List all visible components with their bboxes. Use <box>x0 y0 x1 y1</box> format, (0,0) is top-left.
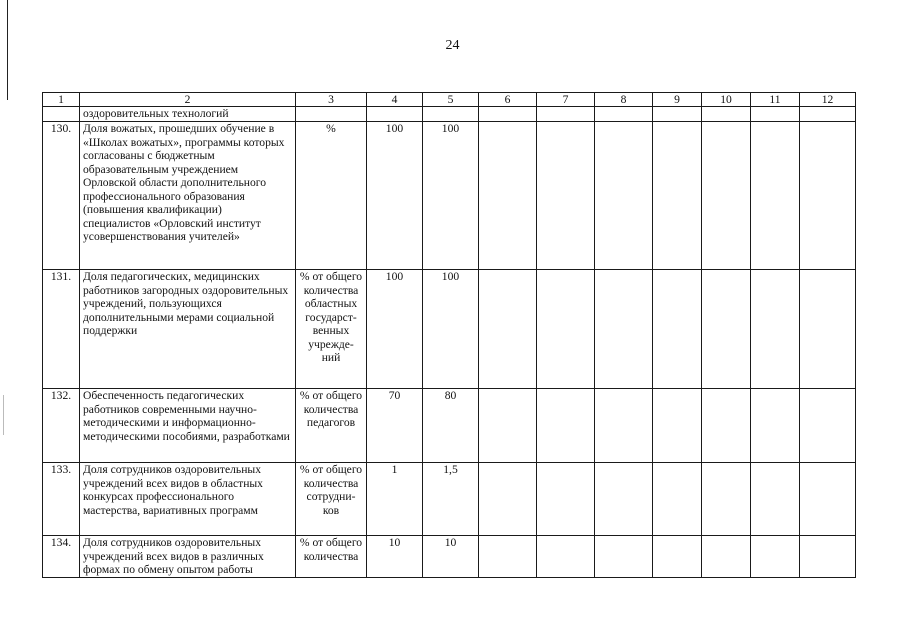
column-header: 2 <box>80 93 296 107</box>
empty-cell <box>800 463 856 536</box>
column-header: 10 <box>702 93 751 107</box>
empty-cell <box>595 389 653 463</box>
column-header: 8 <box>595 93 653 107</box>
row-description: оздоровительных технологий <box>80 107 296 122</box>
empty-cell <box>595 107 653 122</box>
row-value-col5: 80 <box>423 389 479 463</box>
empty-cell <box>751 463 800 536</box>
empty-cell <box>702 536 751 578</box>
table-row-continuation <box>43 107 856 122</box>
row-number: 131. <box>43 270 80 389</box>
indicators-table <box>42 92 856 578</box>
row-unit: % <box>296 122 367 270</box>
empty-cell <box>800 389 856 463</box>
empty-cell <box>595 463 653 536</box>
empty-cell <box>751 122 800 270</box>
empty-cell <box>653 270 702 389</box>
row-value-col4: 1 <box>367 463 423 536</box>
row-value-col4: 70 <box>367 389 423 463</box>
empty-cell <box>653 389 702 463</box>
row-value-col4 <box>367 107 423 122</box>
column-header: 6 <box>479 93 537 107</box>
column-header: 11 <box>751 93 800 107</box>
empty-cell <box>537 463 595 536</box>
row-number: 134. <box>43 536 80 578</box>
empty-cell <box>537 107 595 122</box>
empty-cell <box>479 463 537 536</box>
empty-cell <box>653 536 702 578</box>
row-description: Обеспеченность педагогических работников современными научно-методическими и информационно-методическими пособиями, разработками <box>80 389 296 463</box>
row-value-col5: 100 <box>423 270 479 389</box>
empty-cell <box>800 536 856 578</box>
empty-cell <box>702 270 751 389</box>
empty-cell <box>537 122 595 270</box>
row-value-col5: 10 <box>423 536 479 578</box>
table-header-row <box>43 93 856 107</box>
row-unit <box>296 107 367 122</box>
scan-artifact <box>3 395 4 435</box>
row-number: 130. <box>43 122 80 270</box>
empty-cell <box>751 107 800 122</box>
empty-cell <box>751 389 800 463</box>
empty-cell <box>702 122 751 270</box>
row-unit: % от общего количества сотрудни-ков <box>296 463 367 536</box>
page-number: 24 <box>445 38 460 53</box>
row-description: Доля вожатых, прошедших обучение в «Школах вожатых», программы которых согласованы с бюджетным образовательным учреждением Орловской области дополнительного профессионального образования (повышения квалификации) специалистов «Орловский институт усовершенствования учителей» <box>80 122 296 270</box>
column-header: 4 <box>367 93 423 107</box>
empty-cell <box>800 122 856 270</box>
table-row <box>43 270 856 389</box>
row-number: 133. <box>43 463 80 536</box>
row-description: Доля педагогических, медицинских работников загородных оздоровительных учреждений, пользующихся дополнительными мерами социальной поддержки <box>80 270 296 389</box>
row-value-col5: 1,5 <box>423 463 479 536</box>
row-number: 132. <box>43 389 80 463</box>
empty-cell <box>479 107 537 122</box>
row-unit: % от общего количества областных государст-венных учрежде-ний <box>296 270 367 389</box>
table-row <box>43 389 856 463</box>
empty-cell <box>751 536 800 578</box>
table-row <box>43 463 856 536</box>
empty-cell <box>800 270 856 389</box>
row-value-col5 <box>423 107 479 122</box>
table-row <box>43 122 856 270</box>
empty-cell <box>537 536 595 578</box>
row-value-col5: 100 <box>423 122 479 270</box>
empty-cell <box>479 389 537 463</box>
empty-cell <box>800 107 856 122</box>
empty-cell <box>479 122 537 270</box>
empty-cell <box>595 536 653 578</box>
row-unit: % от общего количества педагогов <box>296 389 367 463</box>
empty-cell <box>751 270 800 389</box>
row-description: Доля сотрудников оздоровительных учреждений всех видов в областных конкурсах профессионального мастерства, вариативных программ <box>80 463 296 536</box>
empty-cell <box>702 463 751 536</box>
row-value-col4: 100 <box>367 122 423 270</box>
empty-cell <box>653 107 702 122</box>
column-header: 3 <box>296 93 367 107</box>
table-row <box>43 536 856 578</box>
empty-cell <box>537 270 595 389</box>
empty-cell <box>702 389 751 463</box>
column-header: 7 <box>537 93 595 107</box>
column-header: 12 <box>800 93 856 107</box>
column-header: 1 <box>43 93 80 107</box>
row-description: Доля сотрудников оздоровительных учреждений всех видов в различных формах по обмену опытом работы <box>80 536 296 578</box>
row-value-col4: 100 <box>367 270 423 389</box>
column-header: 9 <box>653 93 702 107</box>
empty-cell <box>479 536 537 578</box>
row-value-col4: 10 <box>367 536 423 578</box>
empty-cell <box>702 107 751 122</box>
empty-cell <box>595 122 653 270</box>
empty-cell <box>595 270 653 389</box>
empty-cell <box>479 270 537 389</box>
empty-cell <box>537 389 595 463</box>
empty-cell <box>653 122 702 270</box>
empty-cell <box>653 463 702 536</box>
row-unit: % от общего количества <box>296 536 367 578</box>
column-header: 5 <box>423 93 479 107</box>
row-number <box>43 107 80 122</box>
